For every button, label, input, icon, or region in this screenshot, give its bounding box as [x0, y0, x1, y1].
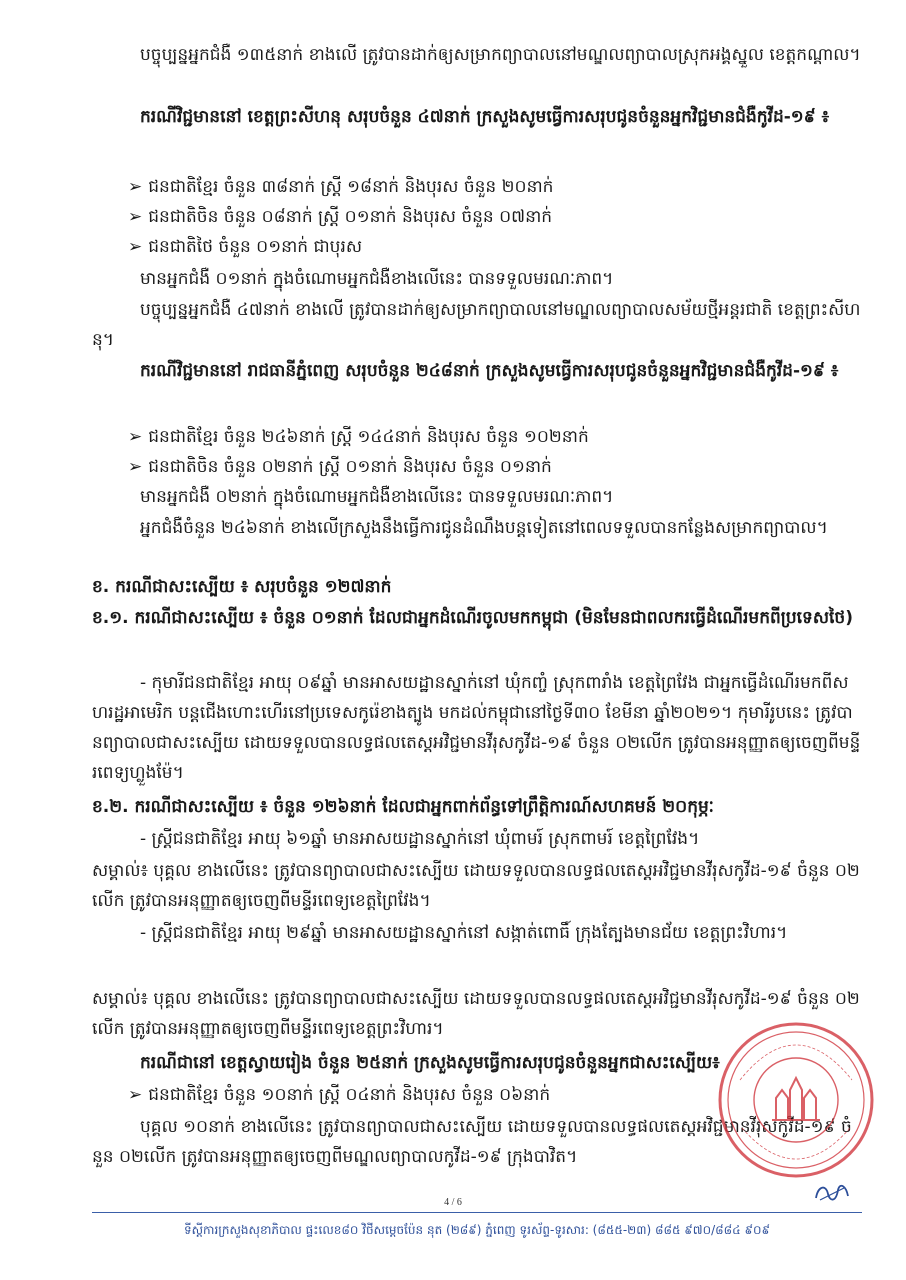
arrow-bullet-icon: ➢ — [128, 207, 143, 227]
paragraph-recovered-woman-prey-veng: - ស្ត្រីជនជាតិខ្មែរ អាយុ ៦១ឆ្នាំ មានអាសយដ្ឋានស្នាក់នៅ ឃុំពាមរ៍ ស្រុកពាមរ៍ ខេត្តព្រៃវែង។ — [140, 829, 700, 849]
official-seal-stamp-icon — [716, 1020, 876, 1180]
bullet-text: ជនជាតិថៃ ចំនួន ០១នាក់ ជាបុរស — [148, 237, 363, 257]
arrow-bullet-icon: ➢ — [128, 177, 143, 197]
arrow-bullet-icon: ➢ — [128, 237, 143, 257]
bullet-item — [128, 172, 862, 202]
footer-address: ទីស្តីការក្រសួងសុខាភិបាល ផ្ទះលេខ៨០ វិថីសម្តេចប៉ែន នុត (២៨៩) ភ្នំពេញ ទូរស័ព្ទ-ទូរសារ: (៨៥៥-២៣) ៨៨៥ ៩៧០/៨៨៤ ៩០៩ — [184, 1223, 770, 1237]
bullet-text: ជនជាតិខ្មែរ ចំនួន ១០នាក់ ស្ត្រី ០៤នាក់ និងបុរស ចំនួន ០៦នាក់ — [148, 1085, 551, 1105]
arrow-bullet-icon: ➢ — [128, 457, 143, 477]
bullet-text: ជនជាតិខ្មែរ ចំនួន ៣៨នាក់ ស្ត្រី ១៨នាក់ និងបុរស ចំនួន ២០នាក់ — [148, 177, 554, 197]
page-number: 4 / 6 — [444, 1197, 462, 1208]
paragraph-awaiting-placement: អ្នកជំងឺចំនួន ២៤៦នាក់ ខាងលើក្រសួងនឹងធ្វើការជូនដំណឹងបន្តទៀតនៅពេលទទួលបានកន្លែងសម្រាកព្យាបាល។ — [140, 518, 828, 538]
bullet-text: ជនជាតិខ្មែរ ចំនួន ២៤៦នាក់ ស្ត្រី ១៤៤នាក់ និងបុរស ចំនួន ១០២នាក់ — [148, 427, 589, 447]
paragraph-svay-rieng-discharge: បុគ្គល ១០នាក់ ខាងលើនេះ ត្រូវបានព្យាបាលជាសះស្បើយ ដោយទទួលបានលទ្ធផលតេស្តអវិជ្ជមានវីរុសកូវីដ-១៩ ចំនួន ០២លើក ត្រូវបានអនុញ្ញាតឲ្យចេញពីមណ្ឌលព្យាបាលកូវីដ-១៩ ក្រុងបាវិត។ — [92, 1117, 852, 1167]
bullet-item — [128, 422, 862, 452]
paragraph-current-patients-kandal: បច្ចុប្បន្នអ្នកជំងឺ ១៣៥នាក់ ខាងលើ ត្រូវបានដាក់ឲ្យសម្រាកព្យាបាលនៅមណ្ឌលព្យាបាលស្រុកអង្គស្នួល ខេត្តកណ្ដាល។ — [140, 45, 861, 65]
paragraph-death-note: មានអ្នកជំងឺ ០១នាក់ ក្នុងចំណោមអ្នកជំងឺខាងលើនេះ បានទទួលមរណៈភាព។ — [140, 269, 614, 289]
paragraph-current-patients-sihanoukville: បច្ចុប្បន្នអ្នកជំងឺ ៤៧នាក់ ខាងលើ ត្រូវបានដាក់ឲ្យសម្រាកព្យាបាលនៅមណ្ឌលព្យាបាលសម័យថ្មីអន្តរជាតិ ខេត្តព្រះសីហនុ។ — [92, 300, 861, 350]
arrow-bullet-icon: ➢ — [128, 427, 143, 447]
paragraph-positive-phnom-penh: ករណីវិជ្ជមាននៅ រាជធានីភ្នំពេញ សរុបចំនួន ២៤៨នាក់ ក្រសួងសូមធ្វើការសរុបជូនចំនួនអ្នកវិជ្ជមានជំងឺកូវីដ-១៩ ៖ — [140, 361, 839, 381]
footer-divider — [92, 1212, 862, 1213]
subsection-heading-recovered-community: ខ.២. ករណីជាសះស្បើយ ៖ ចំនួន ១២៦នាក់ ដែលជាអ្នកពាក់ព័ន្ធទៅព្រឹត្តិការណ៍សហគមន៍ ២០កុម្ភៈ — [92, 797, 714, 817]
bullet-text: ជនជាតិចិន ចំនួន ០៨នាក់ ស្ត្រី ០១នាក់ និងបុរស ចំនួន ០៧នាក់ — [148, 207, 553, 227]
subsection-heading-recovered-traveler: ខ.១. ករណីជាសះស្បើយ ៖ ចំនួន ០១នាក់ ដែលជាអ្នកដំណើរចូលមកកម្ពុជា (មិនមែនជាពលករធ្វើដំណើរមកពីប្រទេសថៃ) — [92, 608, 853, 628]
paragraph-recovered-svay-rieng: ករណីជានៅ ខេត្តស្វាយរៀង ចំនួន ២៥នាក់ ក្រសួងសូមធ្វើការសរុបជូនចំនួនអ្នកជាសះស្បើយ៖ — [140, 1053, 720, 1073]
paragraph-death-note: មានអ្នកជំងឺ ០២នាក់ ក្នុងចំណោមអ្នកជំងឺខាងលើនេះ បានទទួលមរណៈភាព។ — [140, 487, 614, 507]
section-heading-recovered: ខ. ករណីជាសះស្បើយ ៖ សរុបចំនួន ១២៧នាក់ — [92, 577, 392, 597]
arrow-bullet-icon: ➢ — [128, 1085, 143, 1105]
bullet-item — [128, 452, 862, 482]
bullet-text: ជនជាតិចិន ចំនួន ០២នាក់ ស្ត្រី ០១នាក់ និងបុរស ចំនួន ០១នាក់ — [148, 457, 552, 477]
bullet-item — [128, 202, 862, 232]
bullet-item — [128, 232, 862, 262]
paragraph-note-prey-veng: សម្គាល់៖ បុគ្គល ខាងលើនេះ ត្រូវបានព្យាបាលជាសះស្បើយ ដោយទទួលបានលទ្ធផលតេស្តអវិជ្ជមានវីរុសកូវីដ-១៩ ចំនួន ០២លើក ត្រូវបានអនុញ្ញាតឲ្យចេញពីមន្ទីរពេទ្យខេត្តព្រៃវែង។ — [92, 861, 860, 911]
paragraph-positive-sihanoukville: ករណីវិជ្ជមាននៅ ខេត្តព្រះសីហនុ សរុបចំនួន ៤៧នាក់ ក្រសួងសូមធ្វើការសរុបជូនចំនួនអ្នកវិជ្ជមានជំងឺកូវីដ-១៩ ៖ — [140, 107, 830, 127]
paragraph-recovered-child: - កុមារីជនជាតិខ្មែរ អាយុ ០៩ឆ្នាំ មានអាសយដ្ឋានស្នាក់នៅ ឃុំកញ្ចំ ស្រុកពារាំង ខេត្តព្រៃវែង ជាអ្នកធ្វើដំណើរមកពីសហរដ្ឋអាមេរិក បន្តជើងហោះហើរនៅប្រទេសកូរ៉េខាងត្បូង មកដល់កម្ពុជានៅថ្ងៃទី៣០ ខែមីនា ឆ្នាំ២០២១។ កុមារីរូបនេះ ត្រូវបានព្យាបាលជាសះស្បើយ ដោយទទួលបានលទ្ធផលតេស្តអវិជ្ជមានវីរុសកូវីដ-១៩ ចំនួន ០២លើក ត្រូវបានអនុញ្ញាតឲ្យចេញពីមន្ទីរពេទ្យហ្លួងម៉ែ។ — [92, 673, 861, 783]
paragraph-note-preah-vihear: សម្គាល់៖ បុគ្គល ខាងលើនេះ ត្រូវបានព្យាបាលជាសះស្បើយ ដោយទទួលបានលទ្ធផលតេស្តអវិជ្ជមានវីរុសកូវីដ-១៩ ចំនួន ០២លើក ត្រូវបានអនុញ្ញាតឲ្យចេញពីមន្ទីរពេទ្យខេត្តព្រះវិហារ។ — [92, 989, 860, 1039]
paragraph-recovered-woman-preah-vihear: - ស្ត្រីជនជាតិខ្មែរ អាយុ ២៩ឆ្នាំ មានអាសយដ្ឋានស្នាក់នៅ សង្កាត់ពោធិ៍ ក្រុងត្បែងមានជ័យ ខេត្តព្រះវិហារ។ — [140, 923, 788, 943]
